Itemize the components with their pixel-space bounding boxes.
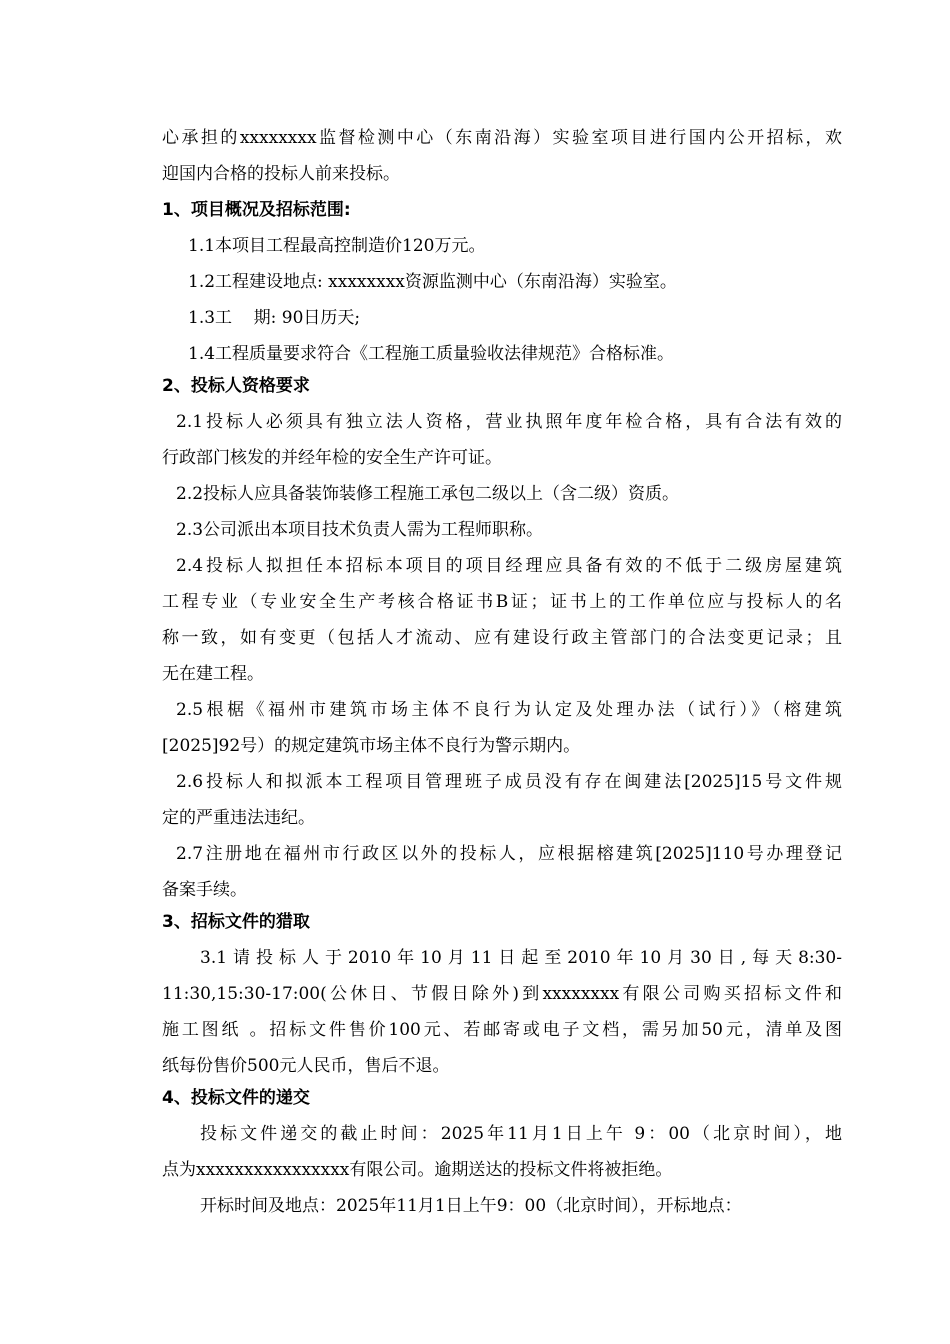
clause-3-1-line-4: 纸每份售价500元人民币，售后不退。 — [162, 1056, 450, 1076]
clause-3-1-line-1: 3.1请投标人于2010年10月11日起至2010年10月30日,每天8:30- — [200, 948, 842, 968]
clause-3-1-line-3: 施工图纸 。招标文件售价100元、若邮寄或电子文档，需另加50元，清单及图 — [162, 1020, 842, 1040]
clause-4-1-line-2: 点为xxxxxxxxxxxxxxxx有限公司。逾期送达的投标文件将被拒绝。 — [162, 1160, 673, 1180]
clause-2-7-line-1: 2.7注册地在福州市行政区以外的投标人，应根据榕建筑[2025]110号办理登记 — [176, 844, 842, 864]
clause-2-5-line-1: 2.5根椐《福州市建筑市场主体不良行为认定及处理办法（试行）》（榕建筑 — [176, 700, 842, 720]
clause-2-5-line-2: [2025]92号）的规定建筑市场主体不良行为警示期内。 — [162, 736, 581, 756]
clause-2-4-line-3: 称一致，如有变更（包括人才流动、应有建设行政主管部门的合法变更记录；且 — [162, 628, 842, 648]
clause-1-4: 1.4工程质量要求符合《工程施工质量验收法律规范》合格标准。 — [188, 344, 675, 364]
clause-2-6-line-2: 定的严重违法违纪。 — [162, 808, 315, 828]
clause-2-4-line-1: 2.4投标人拟担任本招标本项目的项目经理应具备有效的不低于二级房屋建筑 — [176, 556, 842, 576]
section-1-heading: 1、项目概况及招标范围: — [162, 200, 351, 220]
clause-2-2: 2.2投标人应具备装饰装修工程施工承包二级以上（含二级）资质。 — [176, 484, 680, 504]
section-2-heading: 2、投标人资格要求 — [162, 376, 310, 396]
clause-2-4-line-4: 无在建工程。 — [162, 664, 264, 684]
clause-2-3: 2.3公司派出本项目技术负责人需为工程师职称。 — [176, 520, 544, 540]
clause-1-1: 1.1本项目工程最高控制造价120万元。 — [188, 236, 486, 256]
clause-2-1-line-1: 2.1投标人必须具有独立法人资格，营业执照年度年检合格，具有合法有效的 — [176, 412, 842, 432]
section-3-heading: 3、招标文件的猎取 — [162, 912, 310, 932]
clause-2-7-line-2: 备案手续。 — [162, 880, 247, 900]
clause-2-1-line-2: 行政部门核发的并经年检的安全生产许可证。 — [162, 448, 502, 468]
clause-4-1-line-1: 投标文件递交的截止时间：2025年11月1日上午 9：00（北京时间），地 — [200, 1124, 842, 1144]
clause-2-6-line-1: 2.6投标人和拟派本工程项目管理班子成员没有存在闽建法[2025]15号文件规 — [176, 772, 842, 792]
clause-2-4-line-2: 工程专业（专业安全生产考核合格证书B证；证书上的工作单位应与投标人的名 — [162, 592, 842, 612]
clause-1-3: 1.3工 期: 90日历天; — [188, 308, 361, 328]
intro-line-2: 迎国内合格的投标人前来投标。 — [162, 164, 400, 184]
clause-3-1-line-2: 11:30,15:30-17:00(公休日、节假日除外)到xxxxxxxx有限公司购买招标文件和 — [162, 984, 842, 1004]
section-4-heading: 4、投标文件的递交 — [162, 1088, 310, 1108]
intro-line-1: 心承担的xxxxxxxx监督检测中心（东南沿海）实验室项目进行国内公开招标，欢 — [162, 128, 842, 148]
clause-4-2: 开标时间及地点：2025年11月1日上午9：00（北京时间），开标地点： — [200, 1196, 742, 1216]
clause-1-2: 1.2工程建设地点: xxxxxxxx资源监测中心（东南沿海）实验室。 — [188, 272, 677, 292]
